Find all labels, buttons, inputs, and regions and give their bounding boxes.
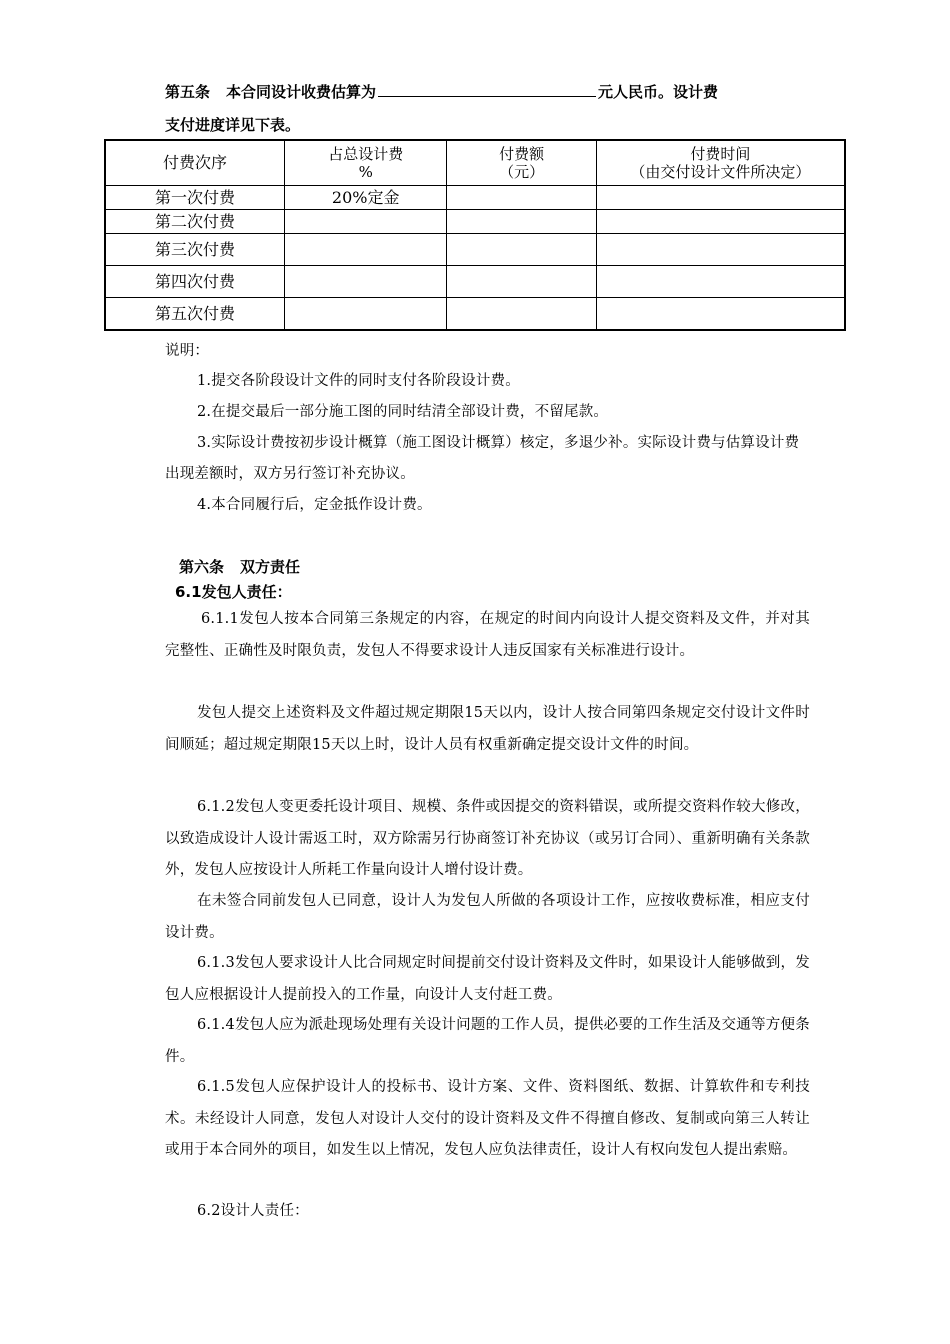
table-row — [105, 234, 845, 266]
article-5-line2: 支付进度详见下表。 — [165, 116, 301, 134]
cell-amount[interactable] — [447, 210, 596, 234]
paragraph-6-1-3: 6.1.3发包人要求设计人比合同规定时间提前交付设计资料及文件时，如果设计人能够做到，发包人应根据设计人提前投入的工作量，向设计人支付赶工费。 — [165, 955, 810, 1003]
article-5-number: 第五条 — [165, 83, 211, 101]
cell-time[interactable] — [596, 298, 845, 331]
table-header-row — [105, 140, 845, 186]
header-order — [105, 140, 284, 186]
cell-time[interactable] — [596, 210, 845, 234]
cell-order: 第三次付费 — [105, 234, 284, 266]
paragraph-deadline: 发包人提交上述资料及文件超过规定期限15天以内，设计人按合同第四条规定交付设计文件时间顺延；超过规定期限15天以上时，设计人员有权重新确定提交设计文件的时间。 — [165, 705, 810, 753]
table-row — [105, 186, 845, 210]
payment-schedule-table — [104, 139, 846, 331]
header-amount-line2: （元） — [499, 163, 545, 181]
cell-percent[interactable] — [284, 234, 446, 266]
cell-time[interactable] — [596, 186, 845, 210]
header-time-line1: 付费时间 — [690, 145, 751, 163]
paragraph-6-1-5: 6.1.5发包人应保护设计人的投标书、设计方案、文件、资料图纸、数据、计算软件和专利技术。未经设计人同意，发包人对设计人交付的设计资料及文件不得擅自修改、复制或向第三人转让或用于本合同外的项目，如发生以上情况，发包人应负法律责任，设计人有权向发包人提出索赔。 — [165, 1079, 810, 1158]
section-6-1-heading: 6.1发包人责任： — [175, 583, 292, 601]
cell-percent[interactable] — [284, 298, 446, 331]
paragraph-6-1-4: 6.1.4发包人应为派赴现场处理有关设计问题的工作人员，提供必要的工作生活及交通等方便条件。 — [165, 1017, 810, 1065]
paragraph-6-1-1: 6.1.1发包人按本合同第三条规定的内容，在规定的时间内向设计人提交资料及文件，并对其完整性、正确性及时限负责，发包人不得要求设计人违反国家有关标准进行设计。 — [165, 611, 810, 659]
paragraph-6-1-2: 6.1.2发包人变更委托设计项目、规模、条件或因提交的资料错误，或所提交资料作较大修改，以致造成设计人设计需返工时，双方除需另行协商签订补充协议（或另订合同）、重新明确有关条款外，发包人应按设计人所耗工作量向设计人增付设计费。 — [165, 799, 810, 878]
cell-amount[interactable] — [447, 234, 596, 266]
cell-order: 第二次付费 — [105, 210, 284, 234]
paragraph-pre-contract: 在未签合同前发包人已同意，设计人为发包人所做的各项设计工作，应按收费标准，相应支付设计费。 — [165, 893, 810, 941]
article-5-text: 本合同设计收费估算为 — [226, 83, 377, 101]
table-row — [105, 266, 845, 298]
header-percent-line1: 占总设计费 — [328, 145, 404, 163]
cell-percent[interactable] — [284, 266, 446, 298]
header-time — [596, 140, 845, 186]
table-row — [105, 210, 845, 234]
cell-order: 第四次付费 — [105, 266, 284, 298]
header-amount-line1: 付费额 — [499, 145, 545, 163]
explain-item-1: 1.提交各阶段设计文件的同时支付各阶段设计费。 — [197, 373, 520, 389]
cell-time[interactable] — [596, 266, 845, 298]
cell-percent[interactable] — [284, 210, 446, 234]
article-6-title: 双方责任 — [240, 558, 301, 576]
explain-item-4: 4.本合同履行后，定金抵作设计费。 — [197, 497, 432, 513]
explain-item-2: 2.在提交最后一部分施工图的同时结清全部设计费，不留尾款。 — [197, 404, 609, 420]
article-6-heading — [179, 553, 300, 581]
fee-blank-field[interactable] — [378, 82, 596, 97]
article-6-number: 第六条 — [179, 558, 225, 576]
cell-amount[interactable] — [447, 298, 596, 331]
header-amount — [447, 140, 596, 186]
header-percent-line2: % — [358, 163, 373, 181]
cell-percent: 20%定金 — [284, 186, 446, 210]
header-time-line2: （由交付设计文件所决定） — [630, 163, 811, 181]
cell-order: 第一次付费 — [105, 186, 284, 210]
header-percent — [284, 140, 446, 186]
header-order-label: 付费次序 — [162, 153, 227, 172]
cell-amount[interactable] — [447, 186, 596, 210]
cell-amount[interactable] — [447, 266, 596, 298]
cell-order: 第五次付费 — [105, 298, 284, 331]
explain-item-3: 3.实际设计费按初步设计概算（施工图设计概算）核定，多退少补。实际设计费与估算设计费出现差额时，双方另行签订补充协议。 — [165, 435, 800, 482]
article-5 — [165, 76, 805, 142]
section-6-2-heading: 6.2设计人责任： — [197, 1203, 309, 1219]
table-row — [105, 298, 845, 331]
explain-title: 说明： — [165, 343, 210, 359]
cell-time[interactable] — [596, 234, 845, 266]
article-5-text-after: 元人民币。设计费 — [598, 83, 719, 101]
